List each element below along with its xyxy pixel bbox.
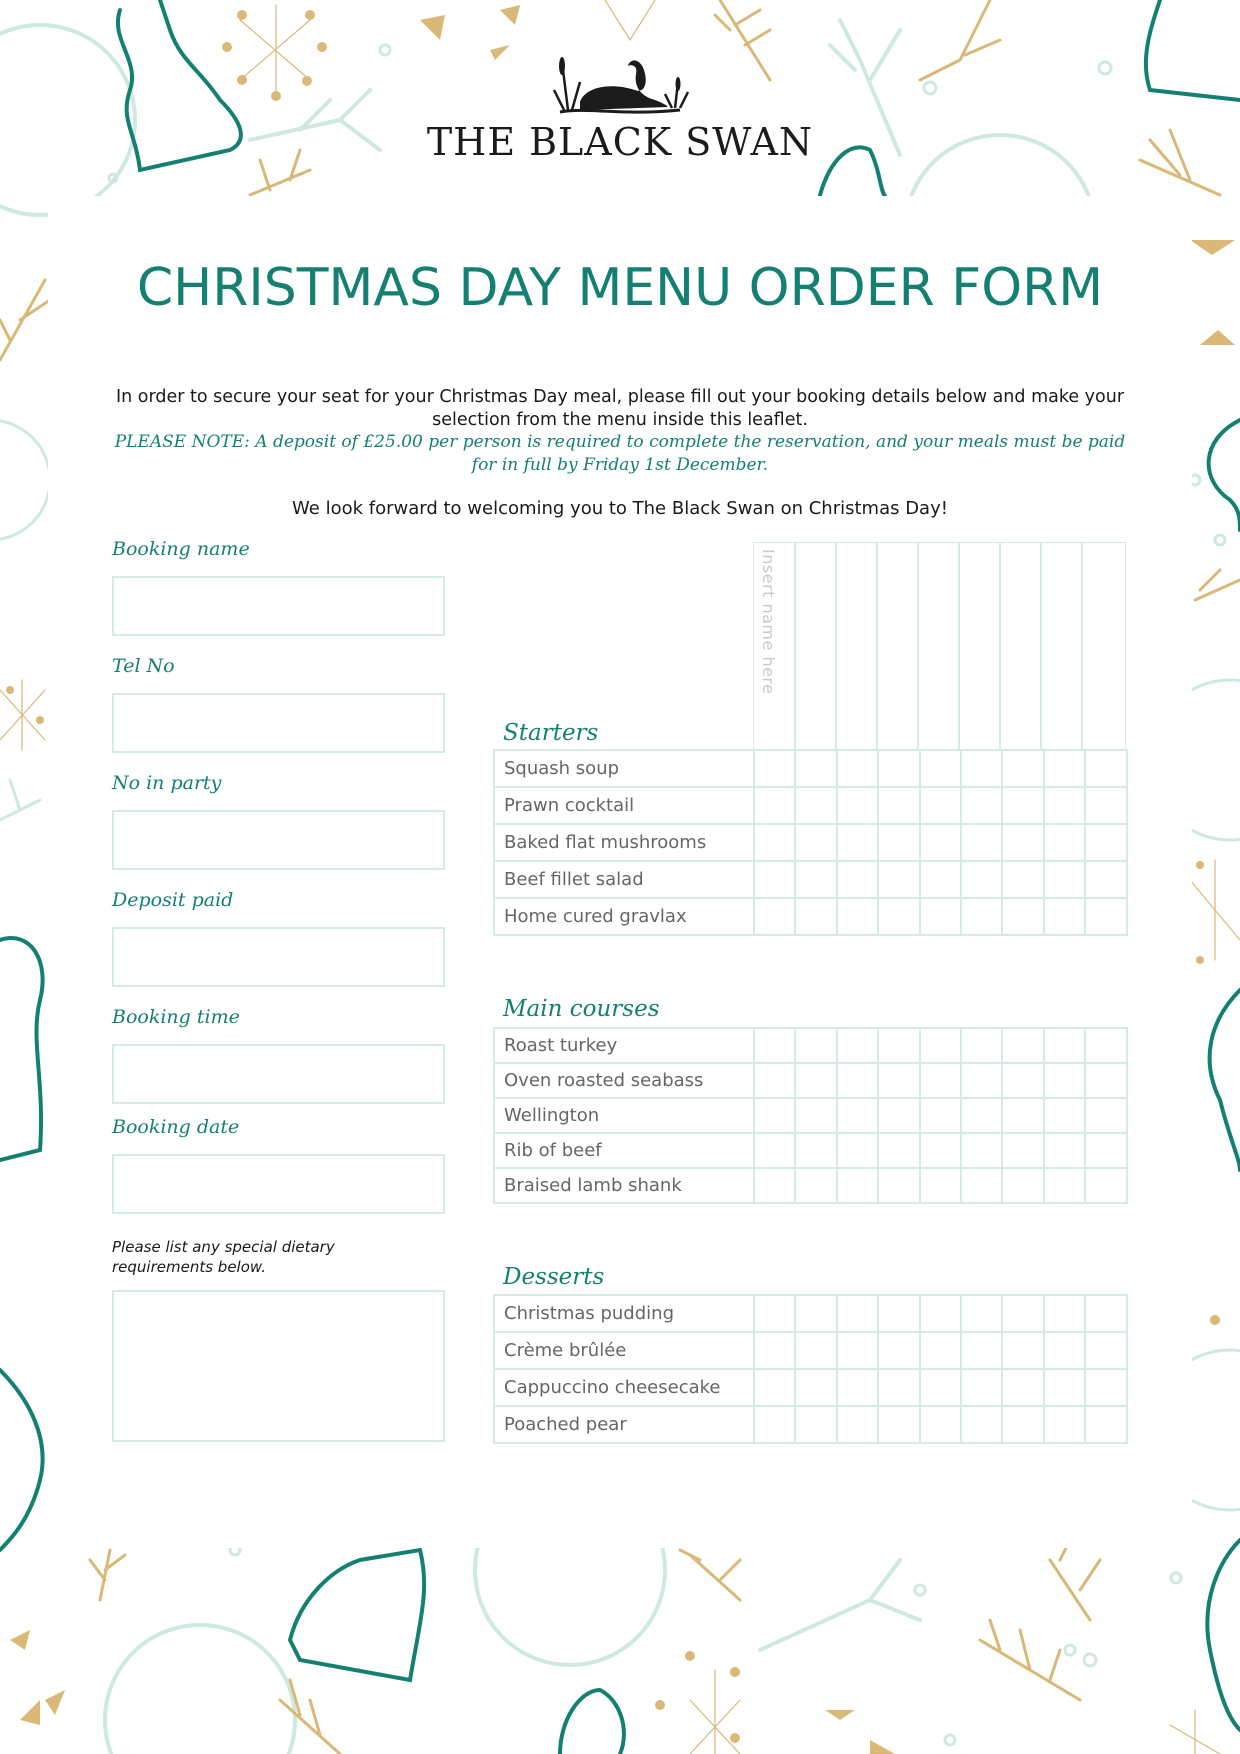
order-cell[interactable]: [837, 1028, 878, 1063]
menu-item: Roast turkey: [494, 1028, 754, 1063]
order-cell[interactable]: [837, 750, 878, 787]
table-row: [494, 1406, 1127, 1443]
order-cell[interactable]: [961, 824, 1002, 861]
order-cell[interactable]: [1085, 1028, 1126, 1063]
order-cell[interactable]: [754, 1295, 795, 1332]
order-cell[interactable]: [837, 861, 878, 898]
booking-name-label: Booking name: [112, 538, 250, 560]
menu-item: Cappuccino cheesecake: [494, 1369, 754, 1406]
order-cell[interactable]: [837, 1098, 878, 1133]
order-cell[interactable]: [1044, 824, 1085, 861]
order-cell[interactable]: [920, 824, 961, 861]
order-cell[interactable]: [878, 824, 919, 861]
table-row: [494, 1133, 1127, 1168]
order-cell[interactable]: [1002, 1133, 1043, 1168]
order-cell[interactable]: [795, 1133, 836, 1168]
order-cell[interactable]: [961, 787, 1002, 824]
order-cell[interactable]: [1002, 1369, 1043, 1406]
order-cell[interactable]: [837, 787, 878, 824]
order-cell[interactable]: [795, 824, 836, 861]
menu-item: Oven roasted seabass: [494, 1063, 754, 1098]
order-cell[interactable]: [1044, 1098, 1085, 1133]
order-cell[interactable]: [961, 1168, 1002, 1203]
order-cell[interactable]: [795, 898, 836, 935]
table-row: [494, 787, 1127, 824]
order-cell[interactable]: [961, 1406, 1002, 1443]
order-cell[interactable]: [1044, 1168, 1085, 1203]
order-cell[interactable]: [837, 824, 878, 861]
order-cell[interactable]: [837, 1168, 878, 1203]
order-cell[interactable]: [878, 898, 919, 935]
guest-name-column-6[interactable]: [958, 542, 1001, 751]
intro-text: In order to secure your seat for your Christmas Day meal, please fill out your booking details below and make your selection from the menu inside this leaflet.: [115, 387, 1125, 430]
order-cell[interactable]: [754, 1028, 795, 1063]
insert-name-placeholder: Insert name here: [759, 549, 778, 695]
order-cell[interactable]: [1085, 787, 1126, 824]
table-row: [494, 824, 1127, 861]
order-cell[interactable]: [754, 1098, 795, 1133]
booking-name-field[interactable]: [112, 576, 445, 636]
order-cell[interactable]: [837, 1406, 878, 1443]
order-cell[interactable]: [1002, 1295, 1043, 1332]
order-cell[interactable]: [961, 1369, 1002, 1406]
order-cell[interactable]: [920, 1168, 961, 1203]
deposit-paid-label: Deposit paid: [112, 889, 234, 911]
order-cell[interactable]: [920, 750, 961, 787]
menu-item: Beef fillet salad: [494, 861, 754, 898]
order-cell[interactable]: [754, 824, 795, 861]
starters-table: [493, 749, 1128, 936]
order-cell[interactable]: [1044, 1133, 1085, 1168]
order-cell[interactable]: [878, 1133, 919, 1168]
table-row: [494, 1369, 1127, 1406]
guest-name-column-7[interactable]: [999, 542, 1042, 751]
order-cell[interactable]: [754, 1406, 795, 1443]
desserts-title: Desserts: [503, 1264, 605, 1290]
order-cell[interactable]: [754, 861, 795, 898]
order-cell[interactable]: [754, 787, 795, 824]
order-cell[interactable]: [795, 1332, 836, 1369]
order-cell[interactable]: [1085, 1168, 1126, 1203]
order-cell[interactable]: [795, 1168, 836, 1203]
order-cell[interactable]: [1002, 1332, 1043, 1369]
tel-no-field[interactable]: [112, 693, 445, 753]
order-cell[interactable]: [837, 1133, 878, 1168]
order-cell[interactable]: [1044, 1063, 1085, 1098]
order-cell[interactable]: [1002, 1028, 1043, 1063]
order-cell[interactable]: [1085, 750, 1126, 787]
menu-item: Rib of beef: [494, 1133, 754, 1168]
order-cell[interactable]: [1002, 1098, 1043, 1133]
order-cell[interactable]: [795, 1369, 836, 1406]
order-cell[interactable]: [878, 750, 919, 787]
order-cell[interactable]: [1044, 1295, 1085, 1332]
menu-item: Squash soup: [494, 750, 754, 787]
order-cell[interactable]: [1044, 1406, 1085, 1443]
tel-no-label: Tel No: [112, 655, 175, 677]
guest-name-column-9[interactable]: [1081, 542, 1126, 751]
order-cell[interactable]: [920, 1028, 961, 1063]
deposit-paid-field[interactable]: [112, 927, 445, 987]
order-cell[interactable]: [1085, 1295, 1126, 1332]
menu-item: Wellington: [494, 1098, 754, 1133]
order-cell[interactable]: [1085, 1369, 1126, 1406]
order-cell[interactable]: [754, 1168, 795, 1203]
order-cell[interactable]: [1044, 861, 1085, 898]
order-cell[interactable]: [920, 1063, 961, 1098]
order-cell[interactable]: [878, 1406, 919, 1443]
menu-item: Poached pear: [494, 1406, 754, 1443]
order-cell[interactable]: [920, 861, 961, 898]
order-cell[interactable]: [1044, 1332, 1085, 1369]
order-cell[interactable]: [795, 1028, 836, 1063]
order-cell[interactable]: [795, 787, 836, 824]
order-cell[interactable]: [1002, 1168, 1043, 1203]
order-cell[interactable]: [878, 1063, 919, 1098]
order-cell[interactable]: [961, 1133, 1002, 1168]
order-cell[interactable]: [837, 898, 878, 935]
order-cell[interactable]: [920, 1406, 961, 1443]
order-cell[interactable]: [1002, 787, 1043, 824]
order-cell[interactable]: [920, 1098, 961, 1133]
mains-title: Main courses: [503, 996, 660, 1022]
order-cell[interactable]: [1085, 824, 1126, 861]
mains-table: [493, 1027, 1128, 1204]
order-cell[interactable]: [837, 1063, 878, 1098]
welcome-text: We look forward to welcoming you to The Black Swan on Christmas Day!: [292, 498, 948, 519]
order-cell[interactable]: [1044, 898, 1085, 935]
order-cell[interactable]: [795, 750, 836, 787]
order-cell[interactable]: [754, 1369, 795, 1406]
order-cell[interactable]: [961, 1295, 1002, 1332]
order-cell[interactable]: [920, 1295, 961, 1332]
order-cell[interactable]: [1085, 1133, 1126, 1168]
order-cell[interactable]: [795, 1406, 836, 1443]
order-cell[interactable]: [920, 1332, 961, 1369]
order-cell[interactable]: [795, 1098, 836, 1133]
table-row: [494, 898, 1127, 935]
order-cell[interactable]: [1002, 898, 1043, 935]
order-cell[interactable]: [1044, 1369, 1085, 1406]
table-row: [494, 1332, 1127, 1369]
order-cell[interactable]: [1085, 1406, 1126, 1443]
order-cell[interactable]: [961, 1028, 1002, 1063]
dietary-label: Please list any special dietary requirements below.: [112, 1238, 335, 1276]
order-cell[interactable]: [961, 898, 1002, 935]
order-cell[interactable]: [754, 750, 795, 787]
desserts-table: [493, 1294, 1128, 1444]
order-cell[interactable]: [837, 1369, 878, 1406]
order-cell[interactable]: [754, 898, 795, 935]
table-row: [494, 1098, 1127, 1133]
order-cell[interactable]: [878, 1028, 919, 1063]
party-size-label: No in party: [112, 772, 222, 794]
order-cell[interactable]: [878, 1168, 919, 1203]
order-cell[interactable]: [961, 1332, 1002, 1369]
menu-item: Prawn cocktail: [494, 787, 754, 824]
order-cell[interactable]: [961, 861, 1002, 898]
booking-time-label: Booking time: [112, 1006, 240, 1028]
order-cell[interactable]: [961, 1063, 1002, 1098]
table-row: [494, 750, 1127, 787]
menu-item: Braised lamb shank: [494, 1168, 754, 1203]
menu-item: Christmas pudding: [494, 1295, 754, 1332]
order-cell[interactable]: [920, 1133, 961, 1168]
order-cell[interactable]: [837, 1332, 878, 1369]
order-cell[interactable]: [1085, 861, 1126, 898]
order-cell[interactable]: [795, 1295, 836, 1332]
deposit-note: PLEASE NOTE: A deposit of £25.00 per person is required to complete the reservation, and your meals must be paid for in full by Friday 1st December.: [114, 432, 1126, 475]
guest-name-column-4[interactable]: [876, 542, 919, 751]
order-cell[interactable]: [878, 1098, 919, 1133]
booking-date-label: Booking date: [112, 1116, 240, 1138]
order-cell[interactable]: [1044, 787, 1085, 824]
order-cell[interactable]: [754, 1133, 795, 1168]
menu-item: Home cured gravlax: [494, 898, 754, 935]
order-cell[interactable]: [920, 898, 961, 935]
order-cell[interactable]: [961, 1098, 1002, 1133]
table-row: [494, 1168, 1127, 1203]
brand-logo: [420, 52, 820, 172]
order-cell[interactable]: [1002, 1063, 1043, 1098]
page-title: CHRISTMAS DAY MENU ORDER FORM: [136, 258, 1104, 318]
order-cell[interactable]: [1085, 898, 1126, 935]
brand-name: THE BLACK SWAN: [426, 120, 814, 164]
booking-time-field[interactable]: [112, 1044, 445, 1104]
order-cell[interactable]: [878, 1332, 919, 1369]
guest-name-column-2[interactable]: [794, 542, 837, 751]
order-cell[interactable]: [920, 787, 961, 824]
booking-date-field[interactable]: [112, 1154, 445, 1214]
order-cell[interactable]: [754, 1063, 795, 1098]
table-row: [494, 1063, 1127, 1098]
table-row: [494, 1295, 1127, 1332]
swan-icon: [540, 52, 700, 118]
order-cell[interactable]: [1002, 824, 1043, 861]
dietary-requirements-field[interactable]: [112, 1290, 445, 1442]
order-cell[interactable]: [878, 1295, 919, 1332]
table-row: [494, 861, 1127, 898]
order-cell[interactable]: [961, 750, 1002, 787]
order-cell[interactable]: [1085, 1098, 1126, 1133]
order-cell[interactable]: [1002, 750, 1043, 787]
order-cell[interactable]: [754, 1332, 795, 1369]
order-cell[interactable]: [1085, 1332, 1126, 1369]
menu-item: Baked flat mushrooms: [494, 824, 754, 861]
order-cell[interactable]: [1085, 1063, 1126, 1098]
order-cell[interactable]: [1044, 1028, 1085, 1063]
order-cell[interactable]: [878, 787, 919, 824]
guest-name-column-5[interactable]: [917, 542, 960, 751]
order-cell[interactable]: [795, 1063, 836, 1098]
table-row: [494, 1028, 1127, 1063]
order-cell[interactable]: [878, 861, 919, 898]
order-cell[interactable]: [1044, 750, 1085, 787]
order-cell[interactable]: [1002, 861, 1043, 898]
order-cell[interactable]: [920, 1369, 961, 1406]
order-cell[interactable]: [1002, 1406, 1043, 1443]
order-cell[interactable]: [878, 1369, 919, 1406]
party-size-field[interactable]: [112, 810, 445, 870]
guest-name-column-8[interactable]: [1040, 542, 1083, 751]
guest-name-column-3[interactable]: [835, 542, 878, 751]
menu-item: Crème brûlée: [494, 1332, 754, 1369]
starters-title: Starters: [503, 720, 599, 746]
order-cell[interactable]: [837, 1295, 878, 1332]
order-cell[interactable]: [795, 861, 836, 898]
